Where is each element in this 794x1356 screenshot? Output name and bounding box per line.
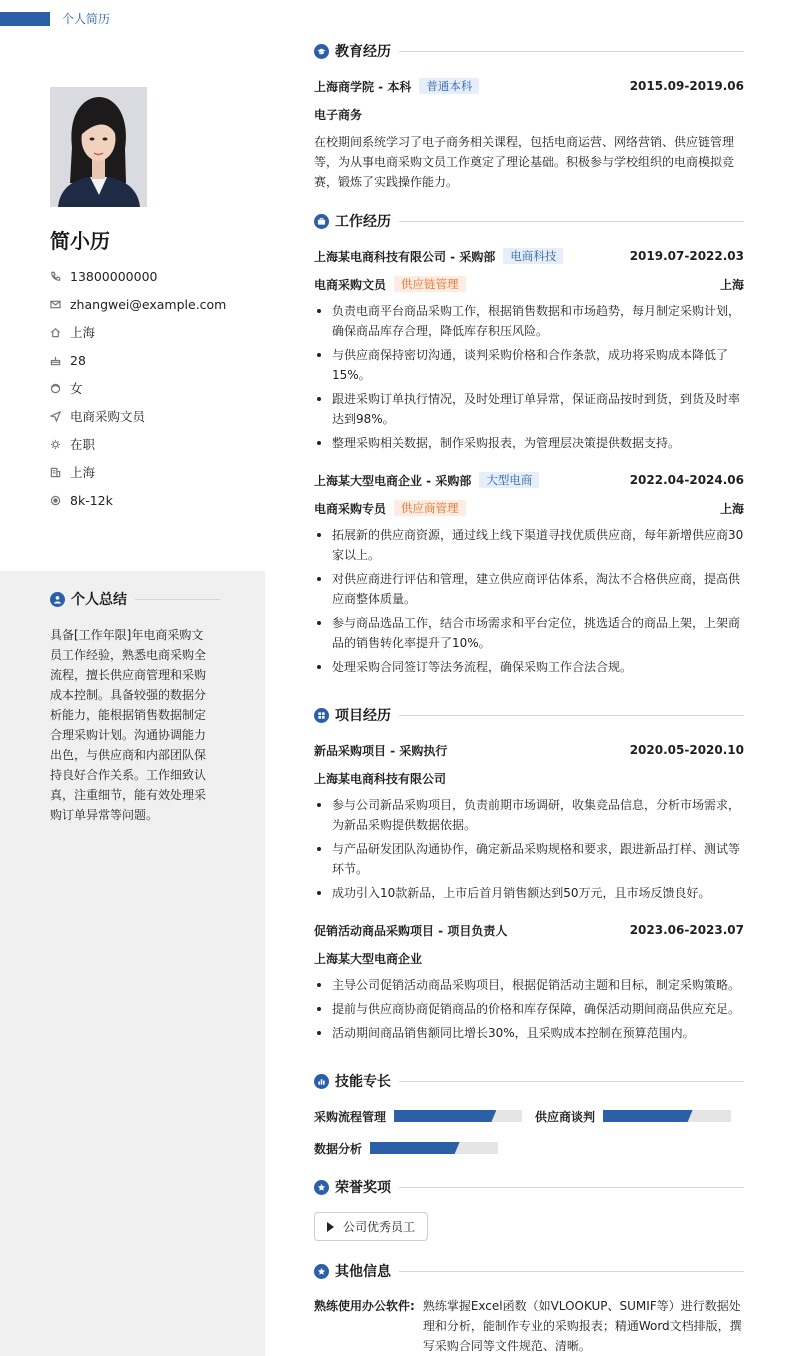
degree-tag: 普通本科 xyxy=(419,78,479,94)
header-label: 个人简历 xyxy=(62,12,111,26)
job-city: 上海 xyxy=(719,501,744,516)
skills-section-header xyxy=(314,1071,744,1091)
contact-item: 上海 xyxy=(50,458,250,486)
job-city: 上海 xyxy=(719,277,744,292)
contact-item: 电商采购文员 xyxy=(50,402,250,430)
summary-text: 具备[工作年限]年电商采购文员工作经验，熟悉电商采购全流程，擅长供应商管理和采购成本控制。具备较强的数据分析能力，能根据销售数据制定合理采购计划。沟通协调能力出色，与供应商和内部团队保持良好合作关系。工作细致认真，注重细节，能有效处理采购订单异常等问题。 xyxy=(50,628,207,822)
education-title: 教育经历 xyxy=(335,44,391,60)
awards-section-header xyxy=(314,1177,744,1197)
list-item: 提前与供应商协商促销商品的价格和库存保障，确保活动期间商品供应充足。 xyxy=(314,999,744,1019)
contact-item: 13800000000 xyxy=(50,262,250,290)
cake-icon xyxy=(50,355,70,366)
profile-name: 简小历 xyxy=(50,229,110,253)
skill-bar xyxy=(370,1142,498,1154)
list-item: 与产品研发团队沟通协作，确定新品采购规格和要求，跟进新品打样、测试等环节。 xyxy=(314,839,744,879)
list-item: 对供应商进行评估和管理，建立供应商评估体系，淘汰不合格供应商，提高供应商整体质量。 xyxy=(314,569,744,609)
job-position-row xyxy=(314,499,744,517)
job-position-row xyxy=(314,275,744,293)
job-position: 电商采购专员 xyxy=(314,501,387,516)
user-icon xyxy=(50,592,65,607)
other-section-header xyxy=(314,1261,744,1281)
work-section-header xyxy=(314,211,744,231)
gender-icon xyxy=(50,383,70,394)
project-date: 2020.05-2020.10 xyxy=(629,743,744,757)
skill-bar-fill xyxy=(603,1110,693,1122)
other-info-row xyxy=(314,1296,744,1356)
skill-item xyxy=(314,1141,498,1155)
list-item: 成功引入10款新品，上市后首月销售额达到50万元，且市场反馈良好。 xyxy=(314,883,744,903)
divider xyxy=(135,599,220,600)
award-item xyxy=(314,1212,428,1241)
project-name: 促销活动商品采购项目 - 项目负责人 xyxy=(314,923,508,938)
avatar xyxy=(50,87,147,207)
project-bullets xyxy=(314,975,744,1047)
skill-name: 数据分析 xyxy=(314,1141,363,1156)
graduation-cap-icon xyxy=(314,44,329,59)
project-entry-header xyxy=(314,741,744,759)
award-label: 公司优秀员工 xyxy=(343,1220,416,1234)
contact-item: 在职 xyxy=(50,430,250,458)
company-tag: 大型电商 xyxy=(479,472,539,488)
company-name: 上海某大型电商企业 - 采购部 xyxy=(314,473,472,488)
role-tag: 供应商管理 xyxy=(394,500,466,516)
skill-name: 采购流程管理 xyxy=(314,1109,387,1124)
grid-icon xyxy=(314,708,329,723)
list-item: 活动期间商品销售额同比增长30%，且采购成本控制在预算范围内。 xyxy=(314,1023,744,1043)
contact-item: 8k-12k xyxy=(50,486,250,514)
divider xyxy=(399,1271,744,1272)
list-item: 参与公司新品采购项目，负责前期市场调研，收集竞品信息，分析市场需求，为新品采购提供数据依据。 xyxy=(314,795,744,835)
briefcase-icon xyxy=(314,214,329,229)
projects-title: 项目经历 xyxy=(335,708,391,724)
awards-title: 荣誉奖项 xyxy=(335,1180,391,1196)
skill-name: 供应商谈判 xyxy=(535,1109,596,1124)
play-icon xyxy=(327,1222,334,1232)
divider xyxy=(399,1187,744,1188)
project-name: 新品采购项目 - 采购执行 xyxy=(314,743,448,758)
contact-item: 女 xyxy=(50,374,250,402)
list-item: 跟进采购订单执行情况，及时处理订单异常，保证商品按时到货，到货及时率达到98%。 xyxy=(314,389,744,429)
education-date: 2015.09-2019.06 xyxy=(629,79,744,93)
work-title: 工作经历 xyxy=(335,214,391,230)
job-date: 2022.04-2024.06 xyxy=(629,473,744,487)
education-section-header xyxy=(314,41,744,61)
job-position: 电商采购文员 xyxy=(314,277,387,292)
projects-section-header xyxy=(314,705,744,725)
contact-item: zhangwei@example.com xyxy=(50,290,250,318)
building-icon xyxy=(50,467,70,478)
skill-bar xyxy=(603,1110,731,1122)
role-tag: 供应链管理 xyxy=(394,276,466,292)
skill-bar xyxy=(394,1110,522,1122)
list-item: 负责电商平台商品采购工作，根据销售数据和市场趋势，每月制定采购计划，确保商品库存合理，降低库存积压风险。 xyxy=(314,301,744,341)
phone-icon xyxy=(50,271,70,282)
info-icon xyxy=(314,1264,329,1279)
job-entry-header xyxy=(314,247,744,265)
list-item: 处理采购合同签订等法务流程，确保采购工作合法合规。 xyxy=(314,657,744,677)
education-description: 在校期间系统学习了电子商务相关课程，包括电商运营、网络营销、供应链管理等，为从事电商采购文员工作奠定了理论基础。积极参与学校组织的电商模拟竞赛，锻炼了实践操作能力。 xyxy=(314,135,735,189)
summary-title: 个人总结 xyxy=(71,592,127,608)
send-icon xyxy=(50,411,70,422)
divider xyxy=(399,221,744,222)
education-entry-header xyxy=(314,77,744,95)
contact-item: 上海 xyxy=(50,318,250,346)
other-key: 熟练使用办公软件: xyxy=(314,1299,415,1313)
project-org: 上海某电商科技有限公司 xyxy=(314,771,447,786)
project-bullets xyxy=(314,795,744,907)
list-item: 主导公司促销活动商品采购项目，根据促销活动主题和目标，制定采购策略。 xyxy=(314,975,744,995)
bar-chart-icon xyxy=(314,1074,329,1089)
other-value: 熟练掌握Excel函数（如VLOOKUP、SUMIF等）进行数据处理和分析，能制作专业的采购报表；精通Word文档排版，撰写采购合同等文件规范、清晰。 xyxy=(422,1299,742,1353)
skill-bar-fill xyxy=(370,1142,460,1154)
job-date: 2019.07-2022.03 xyxy=(629,249,744,263)
divider xyxy=(399,1081,744,1082)
company-name: 上海某电商科技有限公司 - 采购部 xyxy=(314,249,496,264)
mail-icon xyxy=(50,299,70,310)
portrait-image xyxy=(50,87,147,207)
project-entry-header xyxy=(314,921,744,939)
job-entry-header xyxy=(314,471,744,489)
list-item: 参与商品选品工作，结合市场需求和平台定位，挑选适合的商品上架，上架商品的销售转化率提升了10%。 xyxy=(314,613,744,653)
skill-item xyxy=(314,1109,522,1123)
list-item: 与供应商保持密切沟通，谈判采购价格和合作条款，成功将采购成本降低了15%。 xyxy=(314,345,744,385)
company-tag: 电商科技 xyxy=(503,248,563,264)
skills-title: 技能专长 xyxy=(335,1074,391,1090)
header-accent-bar xyxy=(0,12,50,26)
list-item: 拓展新的供应商资源，通过线上线下渠道寻找优质供应商，每年新增供应商30家以上。 xyxy=(314,525,744,565)
divider xyxy=(399,715,744,716)
summary-section-header xyxy=(50,589,220,609)
project-date: 2023.06-2023.07 xyxy=(629,923,744,937)
skill-bar-fill xyxy=(394,1110,496,1122)
divider xyxy=(399,51,744,52)
salary-icon xyxy=(50,495,70,506)
job-bullets xyxy=(314,301,744,457)
skill-item xyxy=(535,1109,731,1123)
project-org: 上海某大型电商企业 xyxy=(314,951,423,966)
contact-list xyxy=(50,262,250,514)
home-icon xyxy=(50,327,70,338)
school-name: 上海商学院 - 本科 xyxy=(314,79,412,94)
list-item: 整理采购相关数据，制作采购报表，为管理层决策提供数据支持。 xyxy=(314,433,744,453)
award-icon xyxy=(314,1180,329,1195)
major: 电子商务 xyxy=(314,107,363,122)
other-title: 其他信息 xyxy=(335,1264,391,1280)
job-bullets xyxy=(314,525,744,681)
contact-item: 28 xyxy=(50,346,250,374)
status-icon xyxy=(50,439,70,450)
